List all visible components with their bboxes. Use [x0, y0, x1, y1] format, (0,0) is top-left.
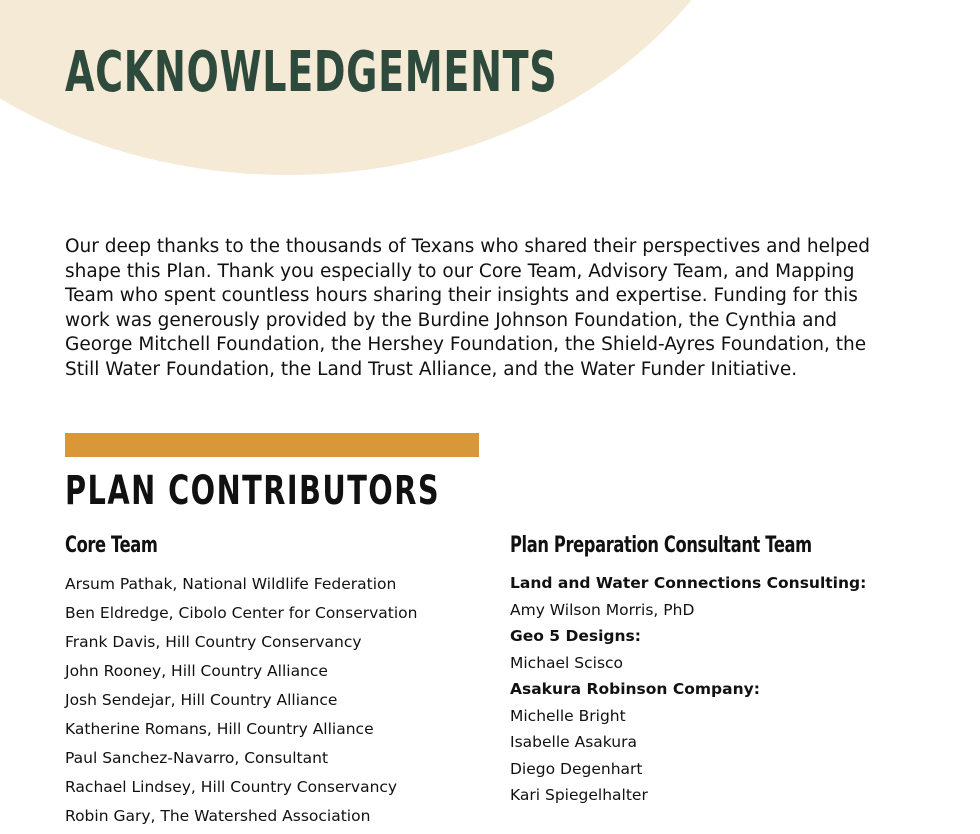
list-item: Isabelle Asakura [510, 733, 637, 751]
list-item: Michael Scisco [510, 653, 624, 672]
list-item: Arsum Pathak, National Wildlife Federation [65, 575, 397, 593]
core-team-list [65, 570, 417, 831]
list-item: Josh Sendejar, Hill Country Alliance [65, 691, 338, 709]
section-title-plan-contributors: PLAN CONTRIBUTORS [65, 468, 441, 514]
list-item: Robin Gary, The Watershed Association [65, 807, 371, 825]
org-name: Asakura Robinson Company: [510, 680, 760, 698]
org-name: Land and Water Connections Consulting: [510, 574, 867, 592]
core-team-column [65, 532, 417, 831]
org-name: Geo 5 Designs: [510, 627, 641, 645]
consultant-team-heading: Plan Preparation Consultant Team [510, 533, 812, 558]
section-accent-bar [65, 433, 479, 457]
page-title: ACKNOWLEDGEMENTS [65, 40, 558, 105]
consultant-team-list [510, 570, 918, 809]
core-team-heading: Core Team [65, 533, 158, 558]
list-item: Katherine Romans, Hill Country Alliance [65, 720, 374, 738]
intro-paragraph: Our deep thanks to the thousands of Texans who shared their perspectives and helped shape this Plan. Thank you especially to our Core Team, Advisory Team, and Mapping Team who spent countless hours sharing their insights and expertise. Funding for this work was generously provided by the Burdine Johnson Foundation, the Cynthia and George Mitchell Foundation, the Hershey Foundation, the Shield-Ayres Foundation, the Still Water Foundation, the Land Trust Alliance, and the Water Funder Initiative. [65, 236, 870, 380]
list-item: Amy Wilson Morris, PhD [510, 600, 695, 619]
list-item: Diego Degenhart [510, 759, 643, 778]
list-item: John Rooney, Hill Country Alliance [65, 662, 328, 680]
list-item: Rachael Lindsey, Hill Country Conservancy [65, 778, 398, 796]
list-item: Frank Davis, Hill Country Conservancy [65, 633, 362, 651]
list-item: Kari Spiegelhalter [510, 786, 648, 804]
list-item: Michelle Bright [510, 706, 626, 725]
list-item: Paul Sanchez-Navarro, Consultant [65, 749, 329, 767]
consultant-team-column [510, 532, 918, 809]
list-item: Ben Eldredge, Cibolo Center for Conservation [65, 604, 418, 622]
